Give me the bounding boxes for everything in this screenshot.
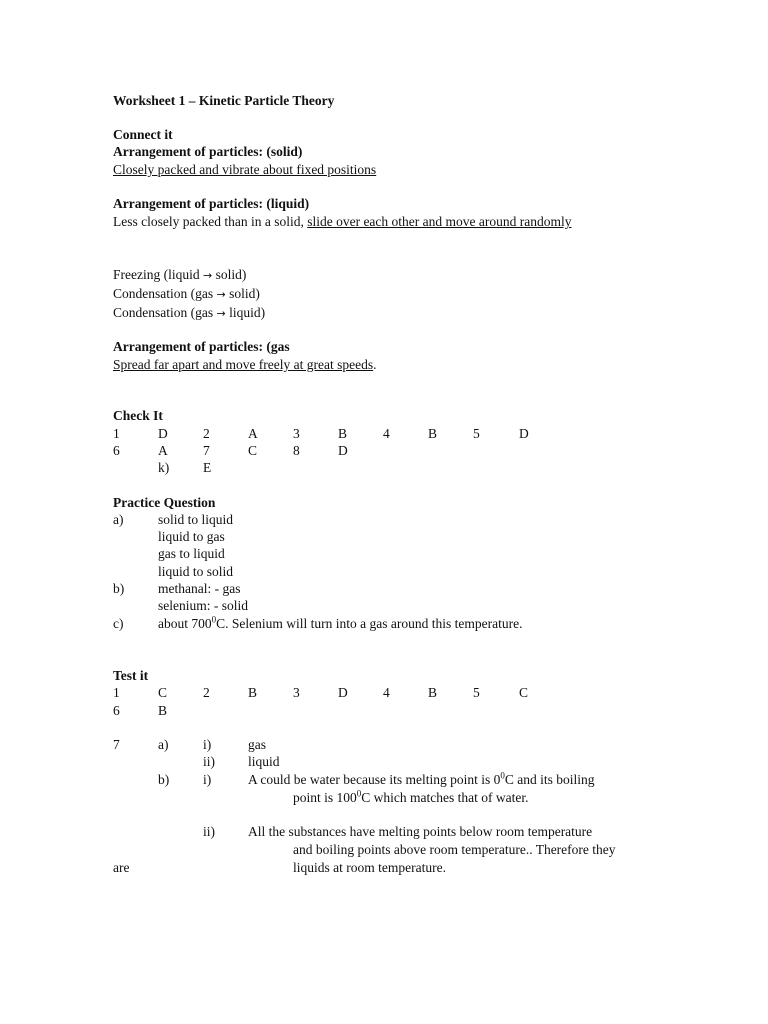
question-number: 1 — [113, 685, 120, 700]
question-number: 5 — [473, 426, 480, 441]
answer: C — [519, 685, 529, 700]
gas-answer — [113, 356, 377, 373]
question-number: k) — [158, 460, 170, 475]
answer: gas — [248, 737, 266, 752]
practice-a-item: gas to liquid — [158, 546, 225, 561]
question-number: 5 — [473, 685, 480, 700]
text: point is 100 — [293, 790, 357, 805]
part-label-c: c) — [113, 616, 124, 631]
part-label-a: a) — [113, 512, 124, 527]
answer: liquid — [248, 754, 280, 769]
check-heading: Check It — [113, 408, 163, 423]
text: C. Selenium will turn into a gas around this temperature. — [216, 616, 523, 631]
practice-a-item: solid to liquid — [158, 512, 234, 527]
change-condensation-solid — [113, 285, 260, 303]
change-result: solid) — [215, 267, 247, 282]
degree-superscript: 0 — [500, 770, 505, 781]
q7-b-ii-line1: All the substances have melting points below room temperature — [248, 824, 593, 839]
practice-a-item: liquid to gas — [158, 529, 225, 544]
answer: C — [248, 443, 258, 458]
change-label: Condensation (gas — [113, 286, 214, 301]
degree-superscript: 0 — [211, 614, 217, 625]
practice-heading: Practice Question — [113, 495, 216, 510]
question-number: 4 — [383, 685, 390, 700]
change-label: Condensation (gas — [113, 305, 214, 320]
question-number: 2 — [203, 685, 210, 700]
liquid-answer — [113, 213, 572, 230]
question-number: 7 — [113, 737, 120, 752]
answer: D — [519, 426, 529, 441]
change-result: liquid) — [229, 305, 266, 320]
q7-b-i-line2 — [293, 789, 528, 806]
answer: D — [338, 685, 348, 700]
answer: B — [338, 426, 348, 441]
answer: E — [203, 460, 212, 475]
sub-part-label: i) — [203, 772, 212, 787]
solid-answer: Closely packed and vibrate about fixed positions — [113, 162, 377, 177]
answer: A — [248, 426, 258, 441]
question-number: 4 — [383, 426, 390, 441]
question-number: 3 — [293, 426, 300, 441]
part-label-b: b) — [158, 772, 170, 787]
question-number: 1 — [113, 426, 120, 441]
question-number: 6 — [113, 443, 120, 458]
answer: A — [158, 443, 168, 458]
part-label-b: b) — [113, 581, 125, 596]
text: C and its boiling — [504, 772, 595, 787]
connect-heading: Connect it — [113, 127, 173, 142]
text: C which matches that of water. — [361, 790, 529, 805]
practice-c-answer — [158, 615, 522, 632]
practice-b-item: selenium: - solid — [158, 598, 248, 613]
arrow-right-icon: → — [216, 307, 226, 320]
answer: B — [428, 685, 438, 700]
gas-answer-text: Spread far apart and move freely at great speeds — [113, 357, 374, 372]
change-result: solid) — [229, 286, 260, 301]
practice-b-item: methanal: - gas — [158, 581, 241, 596]
question-number: 6 — [113, 703, 120, 718]
answer: B — [248, 685, 258, 700]
q7-b-ii-line3: liquids at room temperature. — [293, 860, 446, 875]
arrow-right-icon: → — [216, 288, 226, 301]
q7-b-ii-line2: and boiling points above room temperature.. Therefore they — [293, 842, 616, 857]
change-condensation-liquid — [113, 304, 265, 322]
practice-a-item: liquid to solid — [158, 564, 234, 579]
sub-part-label: ii) — [203, 824, 215, 839]
gas-heading: Arrangement of particles: (gas — [113, 339, 290, 354]
liquid-answer-part2: slide over each other and move around randomly — [307, 214, 572, 229]
liquid-heading: Arrangement of particles: (liquid) — [113, 196, 310, 211]
arrow-right-icon: → — [202, 269, 213, 282]
worksheet-title: Worksheet 1 – Kinetic Particle Theory — [113, 93, 335, 108]
change-freezing — [113, 266, 246, 284]
question-number: 7 — [203, 443, 210, 458]
part-label-a: a) — [158, 737, 169, 752]
test-heading: Test it — [113, 668, 149, 683]
degree-superscript: 0 — [356, 788, 362, 799]
answer: B — [428, 426, 438, 441]
answer: D — [158, 426, 168, 441]
question-number: 3 — [293, 685, 300, 700]
sub-part-label: ii) — [203, 754, 215, 769]
answer: C — [158, 685, 168, 700]
answer: B — [158, 703, 168, 718]
text: about 700 — [158, 616, 212, 631]
sub-part-label: i) — [203, 737, 212, 752]
question-number: 8 — [293, 443, 300, 458]
text: A could be water because its melting point is 0 — [248, 772, 501, 787]
change-label: Freezing (liquid — [113, 267, 200, 282]
answer: D — [338, 443, 348, 458]
gas-answer-period: . — [373, 357, 377, 372]
liquid-answer-part1: Less closely packed than in a solid, — [113, 214, 304, 229]
question-number: 2 — [203, 426, 210, 441]
q7-b-ii-are: are — [113, 860, 130, 875]
q7-b-i-line1 — [248, 771, 594, 788]
solid-heading: Arrangement of particles: (solid) — [113, 144, 303, 159]
